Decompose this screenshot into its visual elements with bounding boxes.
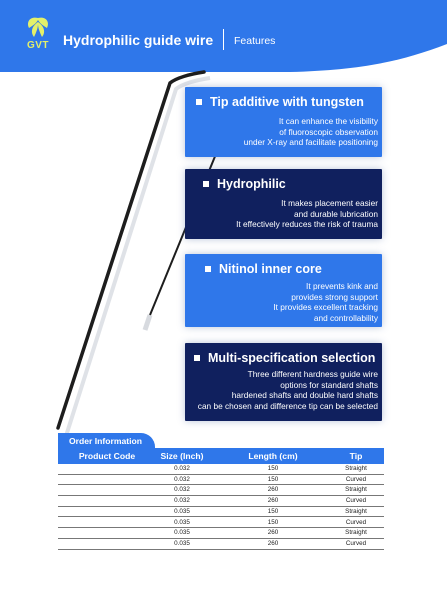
table-cell: 260 (267, 529, 279, 537)
feature-line: options for standard shafts (280, 379, 378, 390)
table-cell (58, 528, 156, 538)
table-cell (58, 507, 156, 517)
feature-line: It effectively reduces the risk of trauma (236, 219, 378, 229)
table-cell: 150 (267, 507, 279, 515)
table-cell: Curved (345, 518, 367, 526)
feature-line: It can enhance the visibility (278, 116, 378, 126)
table-cell: Curved (345, 475, 367, 483)
table-row (58, 464, 384, 475)
table-row (58, 528, 384, 539)
feature-line: It provides excellent tracking (273, 302, 378, 312)
feature-title: Tip additive with tungsten (210, 95, 364, 109)
feature-line: and controllability (313, 312, 378, 323)
table-cell: Curved (345, 497, 367, 505)
feature-line: can be chosen and difference tip can be selected (197, 400, 378, 411)
bullet-icon (196, 99, 202, 105)
feature-line: It makes placement easier (281, 198, 378, 208)
feature-line: It prevents kink and (306, 281, 378, 291)
table-cell: Straight (345, 465, 367, 472)
table-row (58, 518, 384, 529)
table-cell: 260 (267, 539, 279, 547)
table-cell: 0.035 (174, 507, 190, 515)
column-header-length: Length (cm) (248, 451, 298, 461)
table-cell: Straight (345, 529, 367, 537)
table-cell: 0.032 (174, 497, 190, 505)
logo-text: GVT (26, 40, 50, 51)
table-cell (58, 518, 156, 528)
column-header-product-code: Product Code (78, 451, 136, 461)
table-cell (58, 496, 156, 506)
feature-line: under X-ray and facilitate positioning (243, 137, 378, 147)
column-header-size: Size (Inch) (160, 451, 204, 461)
feature-title: Multi-specification selection (208, 351, 376, 365)
table-cell: 260 (267, 497, 279, 505)
table-cell: 0.032 (174, 486, 190, 494)
column-header-tip: Tip (349, 451, 363, 461)
page-title: Hydrophilic guide wire (63, 32, 214, 48)
table-cell (58, 464, 156, 474)
table-cell: Straight (345, 507, 367, 515)
feature-line: hardened shafts and double hard shafts (231, 390, 378, 400)
table-cell: 260 (267, 486, 279, 494)
feature-line: and durable lubrication (294, 208, 378, 219)
feature-title: Hydrophilic (217, 177, 286, 191)
table-row (58, 507, 384, 518)
table-row (58, 475, 384, 486)
table-cell (58, 539, 156, 549)
order-information-tab: Order Information (58, 433, 155, 449)
table-cell: 0.032 (174, 465, 190, 472)
bullet-icon (203, 181, 209, 187)
table-cell: 0.035 (174, 539, 190, 547)
table-row (58, 539, 384, 550)
feature-line: Three different hardness guide wire (247, 369, 378, 379)
page-subtitle: Features (234, 35, 276, 47)
table-cell: 0.035 (174, 518, 190, 526)
table-row (58, 485, 384, 496)
table-cell: 0.032 (174, 475, 190, 483)
table-cell: 150 (267, 518, 279, 526)
table-cell: 0.035 (174, 529, 190, 537)
feature-card-hydrophilic (185, 169, 382, 239)
table-cell: Straight (345, 486, 367, 494)
table-cell (58, 475, 156, 485)
order-table-header (58, 448, 384, 464)
feature-title: Nitinol inner core (219, 262, 322, 276)
feature-card-nitinol (185, 254, 382, 327)
feature-line: of fluoroscopic observation (279, 126, 378, 137)
bullet-icon (194, 355, 200, 361)
feature-line: provides strong support (291, 291, 378, 302)
feature-card-multi-spec (185, 343, 382, 421)
table-cell: 150 (267, 465, 279, 472)
table-row (58, 496, 384, 507)
table-cell: 150 (267, 475, 279, 483)
table-cell: Curved (345, 539, 367, 547)
feature-card-tungsten (185, 87, 382, 157)
table-cell (58, 485, 156, 495)
bullet-icon (205, 266, 211, 272)
